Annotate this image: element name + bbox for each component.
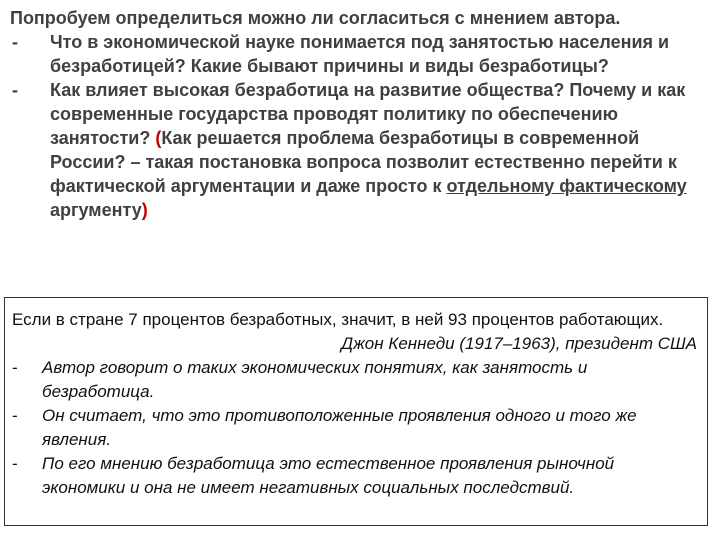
- bullet-dash: -: [12, 454, 18, 473]
- bullet-dash: -: [12, 32, 18, 52]
- question-2-text: [50, 78, 710, 222]
- task-block: [10, 6, 710, 222]
- question-2-part-1: Как влияет высокая безработица на развитие общества? Почему и как современные государства проводят политику по обеспечению занятости?: [50, 80, 686, 148]
- task-question-2: [10, 78, 710, 222]
- task-question-1: [10, 30, 710, 78]
- quote-point-text: По его мнению безработица это естественное проявления рыночной экономики и она не имеет негативных социальных последствий.: [42, 454, 615, 497]
- quote-author: Джон Кеннеди (1917–1963), президент США: [341, 334, 697, 353]
- bullet-dash: -: [12, 358, 18, 377]
- quote-point-2: [12, 404, 699, 452]
- question-2-part-2: Как решается проблема безработицы в современной России? – такая постановка вопроса позволит естественно перейти к фактической аргументации и даже просто к: [50, 128, 677, 196]
- quote-point-3: [12, 452, 699, 500]
- close-paren: ): [141, 200, 148, 220]
- quote-point-text: Автор говорит о таких экономических понятиях, как занятость и безработица.: [42, 358, 588, 401]
- question-2-part-3: аргументу: [50, 200, 142, 220]
- quote-point-text: Он считает, что это противоположенные проявления одного и того же явления.: [42, 406, 637, 449]
- question-2-underlined: отдельному фактическому: [446, 176, 687, 196]
- open-paren: (: [155, 128, 162, 148]
- quote-text: Если в стране 7 процентов безработных, значит, в ней 93 процентов работающих.: [12, 310, 664, 329]
- task-intro: Попробуем определиться можно ли согласиться с мнением автора.: [10, 8, 621, 28]
- bullet-dash: -: [12, 406, 18, 425]
- question-1-text: Что в экономической науке понимается под занятостью населения и безработицей? Какие бывают причины и виды безработицы?: [50, 32, 670, 76]
- quote-box: [4, 297, 708, 526]
- quote-point-1: [12, 356, 699, 404]
- bullet-dash: -: [12, 80, 18, 100]
